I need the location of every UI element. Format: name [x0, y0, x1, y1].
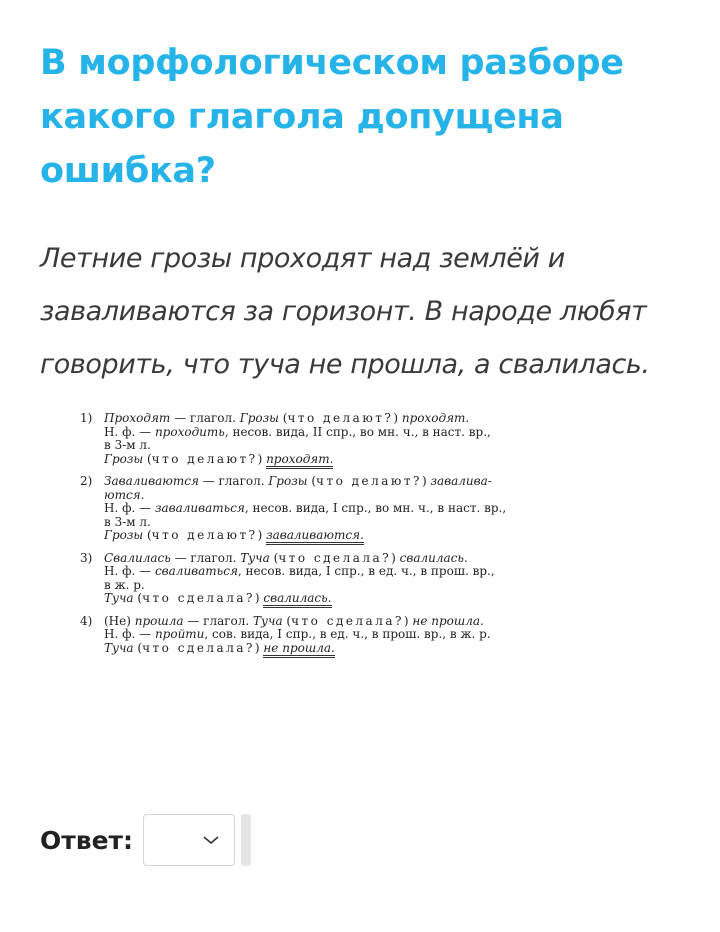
- dropdown-scrollbar: [241, 814, 251, 866]
- item-number: 1): [80, 411, 93, 425]
- analysis-line: Н. ф. — сваливаться, несов. вида, I спр., в ед. ч., в прош. вр.,: [104, 564, 495, 578]
- analysis-line: Н. ф. — проходить, несов. вида, II спр., во мн. ч., в наст. вр.,: [104, 424, 491, 439]
- analysis-line: Грозы (что делают?) заваливаются.: [104, 529, 640, 543]
- analysis-line: Грозы (что делают?) проходят.: [104, 453, 640, 467]
- predicate-underlined: заваливаются.: [266, 528, 364, 545]
- analysis-line: в 3-м л.: [104, 438, 151, 452]
- predicate-underlined: не прошла.: [263, 641, 334, 658]
- title-line: В морфологическом разборе: [40, 43, 624, 83]
- analysis-item-3: [80, 552, 640, 606]
- analysis-item-1: [80, 412, 640, 466]
- question-title: [40, 36, 680, 198]
- chevron-down-icon: [202, 834, 220, 846]
- predicate-underlined: свалилась.: [263, 591, 331, 608]
- item-number: 4): [80, 613, 93, 628]
- analysis-line: Проходят — глагол. Грозы (что делают?) проходят.: [104, 411, 470, 425]
- analysis-line: Туча (что сделала?) не прошла.: [104, 642, 640, 656]
- analysis-line: (Не) прошла — глагол. Туча (что сделала?) не прошла.: [104, 613, 484, 628]
- answer-dropdown[interactable]: [143, 814, 235, 866]
- analysis-line: Свалилась — глагол. Туча (что сделала?) свалилась.: [104, 550, 468, 565]
- prompt-line: заваливаются за горизонт. В народе любят: [40, 296, 647, 327]
- analysis-item-4: [80, 615, 640, 656]
- question-prompt: [40, 232, 700, 391]
- answer-row: [40, 812, 251, 868]
- analysis-line: Туча (что сделала?) свалилась.: [104, 592, 640, 606]
- analysis-line: Н. ф. — пройти, сов. вида, I спр., в ед. ч., в прош. вр., в ж. р.: [104, 627, 491, 641]
- morphological-analysis: [80, 412, 640, 664]
- analysis-line: ются.: [104, 487, 145, 502]
- analysis-line: Заваливаются — глагол. Грозы (что делают?) завалива-: [104, 474, 492, 488]
- analysis-line: в 3-м л.: [104, 514, 151, 529]
- title-line: ошибка?: [40, 151, 216, 191]
- prompt-line: Летние грозы проходят над землёй и: [40, 243, 565, 274]
- analysis-line: в ж. р.: [104, 577, 145, 592]
- predicate-underlined: проходят.: [266, 452, 333, 469]
- answer-label: Ответ:: [40, 825, 134, 855]
- analysis-item-2: [80, 475, 640, 543]
- title-line: какого глагола допущена: [40, 97, 564, 137]
- item-number: 3): [80, 550, 93, 565]
- analysis-line: Н. ф. — заваливаться, несов. вида, I спр., во мн. ч., в наст. вр.,: [104, 501, 507, 515]
- prompt-line: говорить, что туча не прошла, а свалилась.: [40, 349, 650, 380]
- item-number: 2): [80, 474, 93, 488]
